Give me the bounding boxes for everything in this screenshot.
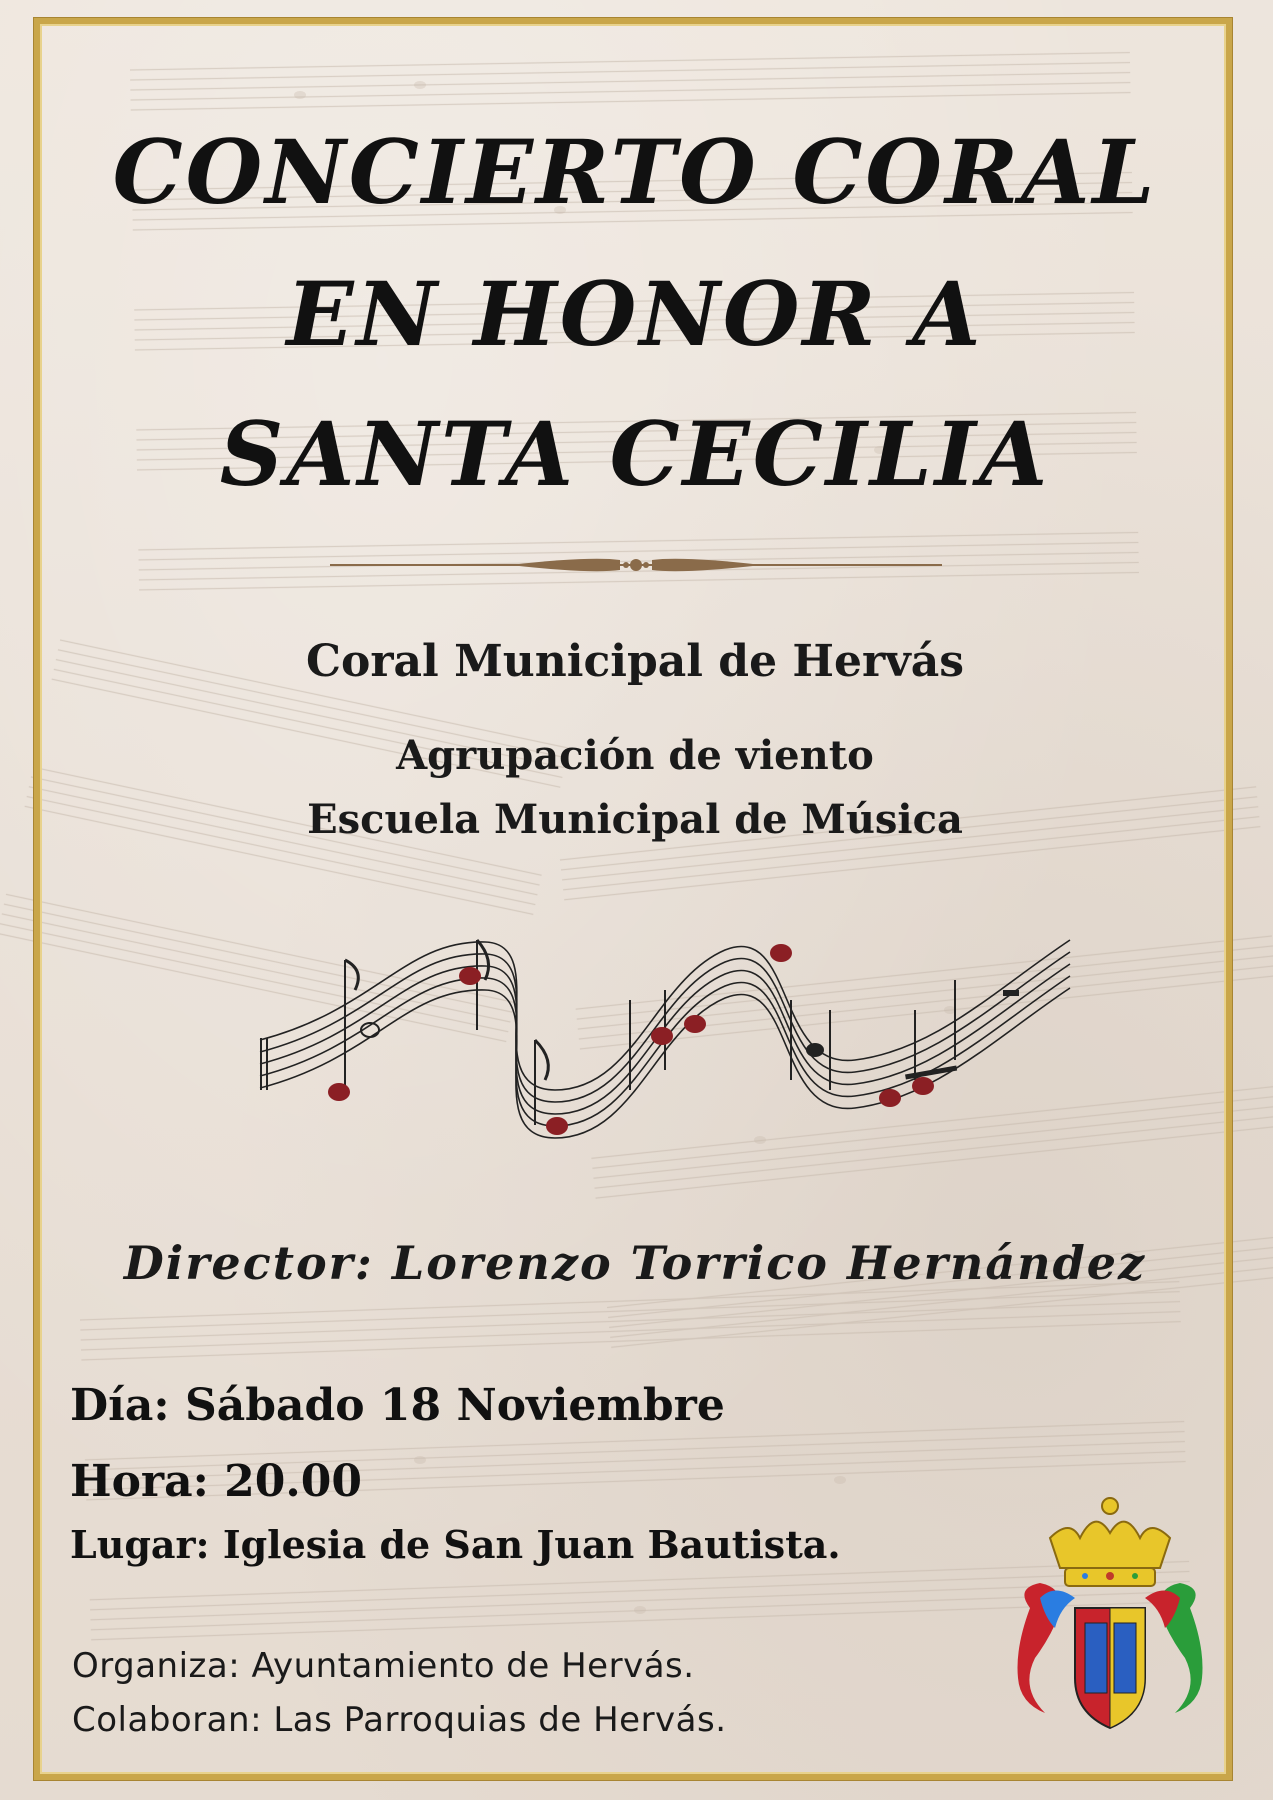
title-line-2: EN HONOR A — [286, 262, 984, 366]
organizer: Organiza: Ayuntamiento de Hervás. — [72, 1646, 695, 1686]
director: Director: Lorenzo Torrico Hernández — [123, 1236, 1147, 1290]
music-staff-icon — [255, 920, 1075, 1160]
choir-name: Coral Municipal de Hervás — [306, 636, 964, 687]
event-place: Lugar: Iglesia de San Juan Bautista. — [70, 1522, 841, 1567]
title-line-3: SANTA CECILIA — [219, 402, 1051, 506]
ensemble-line-1: Agrupación de viento — [396, 732, 874, 779]
coat-of-arms-icon — [1010, 1488, 1210, 1738]
title-line-1: CONCIERTO CORAL — [112, 120, 1158, 224]
ensemble-line-2: Escuela Municipal de Música — [307, 796, 963, 843]
event-time: Hora: 20.00 — [70, 1456, 362, 1507]
event-day: Día: Sábado 18 Noviembre — [70, 1380, 725, 1431]
collaborators: Colaboran: Las Parroquias de Hervás. — [72, 1700, 727, 1740]
ornamental-divider-icon — [330, 550, 942, 580]
